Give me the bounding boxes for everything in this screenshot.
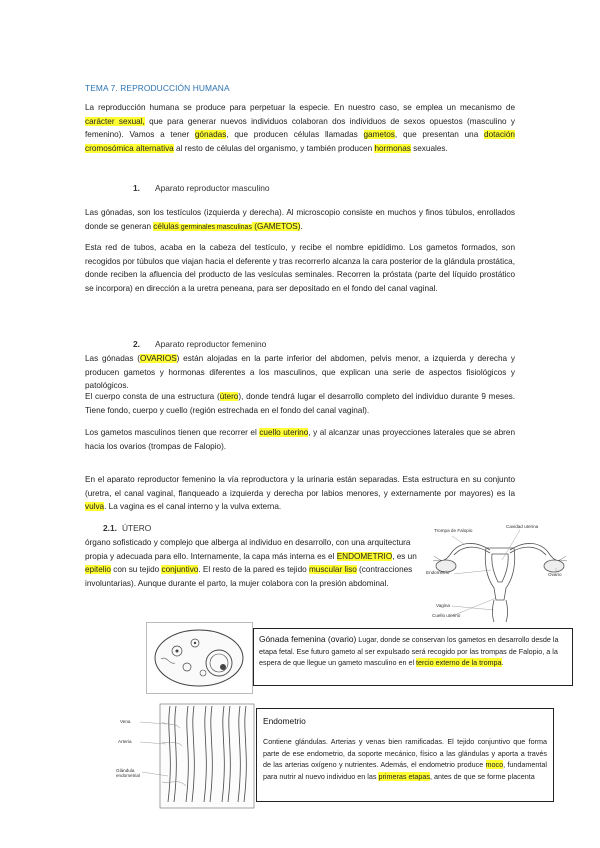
highlight-dotacion: dotación cromosómica alternativa bbox=[85, 130, 515, 153]
endometrio-box-text-2: , fundamental para nutrir al nuevo individuo en las bbox=[263, 760, 547, 781]
highlight-gametos: gametos bbox=[363, 130, 395, 140]
endometrio-box-text-3: , antes de que se forme placenta bbox=[430, 771, 535, 781]
s2p2-text: El cuerpo consta de una estructura ( bbox=[85, 392, 220, 401]
s1p1-text: Las gónadas, son los testículos (izquierda y derecha). Al microscopio consiste en muchos y finos túbulos, enrollados donde se generan bbox=[85, 208, 515, 231]
s2p1-end: ) están alojadas en la parte inferior del abdomen, pelvis menor, a izquierda y derecha y producen gametos y hormonas diferentes a los masculinos, que explican una serie de aspectos fisiológicos y patológicos. bbox=[85, 354, 515, 391]
s1p1-end: . bbox=[300, 221, 303, 231]
highlight-caracter-sexual: carácter sexual, bbox=[85, 116, 145, 126]
highlight-tercio-externo: tercio externo de la trompa bbox=[416, 658, 502, 668]
intro-text-2: que para generar nuevos individuos colaboran dos individuos de sexos opuestos (masculino y femenino). Vamos a tener bbox=[85, 116, 515, 140]
ovary-illustration bbox=[147, 623, 252, 693]
highlight-celulas: células bbox=[153, 221, 179, 231]
intro-text-3: , que producen células llamadas bbox=[226, 130, 364, 140]
utero-text-5: (contracciones involuntarias). Aunque durante el parto, la mujer colabora con la presión abdominal. bbox=[85, 565, 413, 588]
label-arteria: Arteria bbox=[118, 739, 132, 744]
highlight-conjuntivo: conjuntivo bbox=[161, 565, 199, 575]
s2p1-text: Las gónadas ( bbox=[85, 354, 140, 363]
highlight-muscular-liso: muscular liso bbox=[308, 565, 357, 575]
section-2-paragraph-1 bbox=[85, 352, 515, 393]
label-vena: Vena bbox=[120, 719, 131, 724]
s2p3-end: , y al alcanzar unas proyecciones laterales que se abren hacia los ovarios (trompas de Falopio). bbox=[85, 428, 516, 451]
ovario-box-text-1: Lugar, donde se conservan los gametos en desarrollo desde la etapa fetal. Ese futuro gameto al ser expulsado será recogido por las trompas de Falopio, a la espera de que llegue un gameto masculino en el bbox=[259, 635, 559, 668]
highlight-ovarios: OVARIOS bbox=[139, 354, 177, 363]
highlight-endometrio: ENDOMETRIO bbox=[336, 551, 393, 561]
intro-text-5: al resto de células del organismo, y también producen bbox=[173, 143, 375, 153]
endometrio-box-text bbox=[263, 736, 547, 782]
s2p4-text: En el aparato reproductor femenino la vía reproductora y la urinaria están separadas. Esta estructura en su conjunto (uretra, el canal vaginal, flanqueado a izquierda y derecha por labios menores, y externamente por mayores) es la bbox=[85, 475, 515, 498]
intro-paragraph bbox=[85, 101, 515, 155]
page-title: TEMA 7. REPRODUCCIÓN HUMANA bbox=[85, 83, 230, 93]
endometrio-box-text-1: Contiene glándulas. Arterias y venas bien ramificadas. El tejido conjuntivo que forma parte de ese endometrio, da soporte mecánico, físico a las glándulas y aporta a través de las arterias oxígeno y nutrientes. Además, el endometrio produce bbox=[263, 737, 547, 770]
highlight-vulva: vulva bbox=[85, 502, 105, 512]
uterus-figure bbox=[420, 522, 580, 622]
s1p2-text: Esta red de tubos, acaba en la cabeza del testículo, y recibe el nombre epidídimo. Los gametos formados, son recogidos por túbulos que viajan hacia el deferente y tras recorrerlo alcanza la cara posterior de la glándula prostática, donde reciben la afluencia del producto de las vesículas seminales. Recorren la próstata (parte del líquido prostático se incorpora) en dirección a la uretra peneana, para ser depositado en el fondo del canal vaginal. bbox=[85, 243, 515, 293]
endometrium-figure bbox=[116, 702, 256, 812]
section-2-paragraph-3 bbox=[85, 426, 515, 453]
highlight-gonadas: gónadas bbox=[194, 130, 227, 140]
section-1-number: 1. bbox=[133, 183, 140, 193]
ovario-box-text-2: . bbox=[501, 658, 504, 668]
label-cavidad: Cavidad uterina bbox=[506, 524, 539, 529]
ovario-box bbox=[253, 628, 573, 686]
highlight-germinales: germinales masculinas bbox=[178, 223, 252, 231]
intro-text-4: , que presentan una bbox=[394, 130, 485, 140]
utero-paragraph bbox=[85, 536, 425, 590]
section-1-title: Aparato reproductor masculino bbox=[155, 183, 270, 193]
endometrio-box-heading: Endometrio bbox=[263, 716, 306, 726]
utero-text-2: , es un bbox=[392, 551, 417, 561]
section-1-paragraph-1 bbox=[85, 206, 515, 234]
ovary-figure bbox=[146, 622, 253, 694]
highlight-epitelio: epitelio bbox=[85, 565, 111, 575]
endometrio-box bbox=[256, 708, 554, 802]
section-2-heading bbox=[133, 339, 266, 349]
label-cuello: Cuello uterino bbox=[432, 613, 461, 618]
intro-text-6: sexuales. bbox=[410, 143, 448, 153]
section-1-heading bbox=[133, 183, 270, 193]
s2p2-end: ), donde tendrá lugar el desarrollo completo del individuo durante 9 meses. Tiene fondo, cuerpo y cuello (región estrechada en el fondo del canal vaginal). bbox=[85, 392, 516, 415]
highlight-cuello-uterino: cuello uterino bbox=[259, 428, 309, 437]
ovario-box-heading: Gónada femenina (ovario) bbox=[259, 634, 357, 644]
section-2-1-heading bbox=[103, 523, 151, 533]
section-2-paragraph-2 bbox=[85, 390, 515, 417]
ovario-box-text bbox=[259, 634, 567, 669]
s2p4-end: . La vagina es el canal interno y la vulva externa. bbox=[104, 502, 282, 512]
highlight-primeras-etapas: primeras etapas bbox=[378, 771, 431, 781]
utero-text-3: con su tejido bbox=[110, 565, 162, 575]
intro-text-1: La reproducción humana se produce para perpetuar la especie. En nuestro caso, se emplea un mecanismo de bbox=[85, 103, 515, 112]
highlight-hormonas: hormonas bbox=[374, 143, 411, 153]
section-2-1-title: ÚTERO bbox=[122, 523, 152, 533]
label-endometrio: Endometrio bbox=[426, 570, 450, 575]
label-vagina: Vagina bbox=[436, 603, 450, 608]
highlight-gametos-2: (GAMETOS) bbox=[251, 221, 301, 231]
label-ovario: Ovario bbox=[548, 572, 562, 577]
section-2-1-number: 2.1. bbox=[103, 523, 117, 533]
s2p3-text: Los gametos masculinos tienen que recorrer el bbox=[85, 428, 260, 437]
section-2-title: Aparato reproductor femenino bbox=[155, 339, 267, 349]
endometrium-illustration bbox=[116, 702, 256, 812]
label-glandula: Glándula endometrial bbox=[116, 768, 141, 779]
utero-text-4: . El resto de la pared es tejido bbox=[198, 565, 309, 575]
highlight-utero: útero bbox=[219, 392, 239, 401]
section-2-paragraph-4 bbox=[85, 473, 515, 514]
label-trompa: Trompa de Falopio bbox=[434, 528, 473, 533]
section-1-paragraph-2 bbox=[85, 241, 515, 295]
highlight-moco: moco bbox=[485, 760, 504, 770]
section-2-number: 2. bbox=[133, 339, 140, 349]
utero-text-1: órgano sofisticado y complejo que alberga al individuo en desarrollo, con una arquitectura propia y adecuada para ello. Internamente, la capa más interna es el bbox=[85, 538, 411, 561]
